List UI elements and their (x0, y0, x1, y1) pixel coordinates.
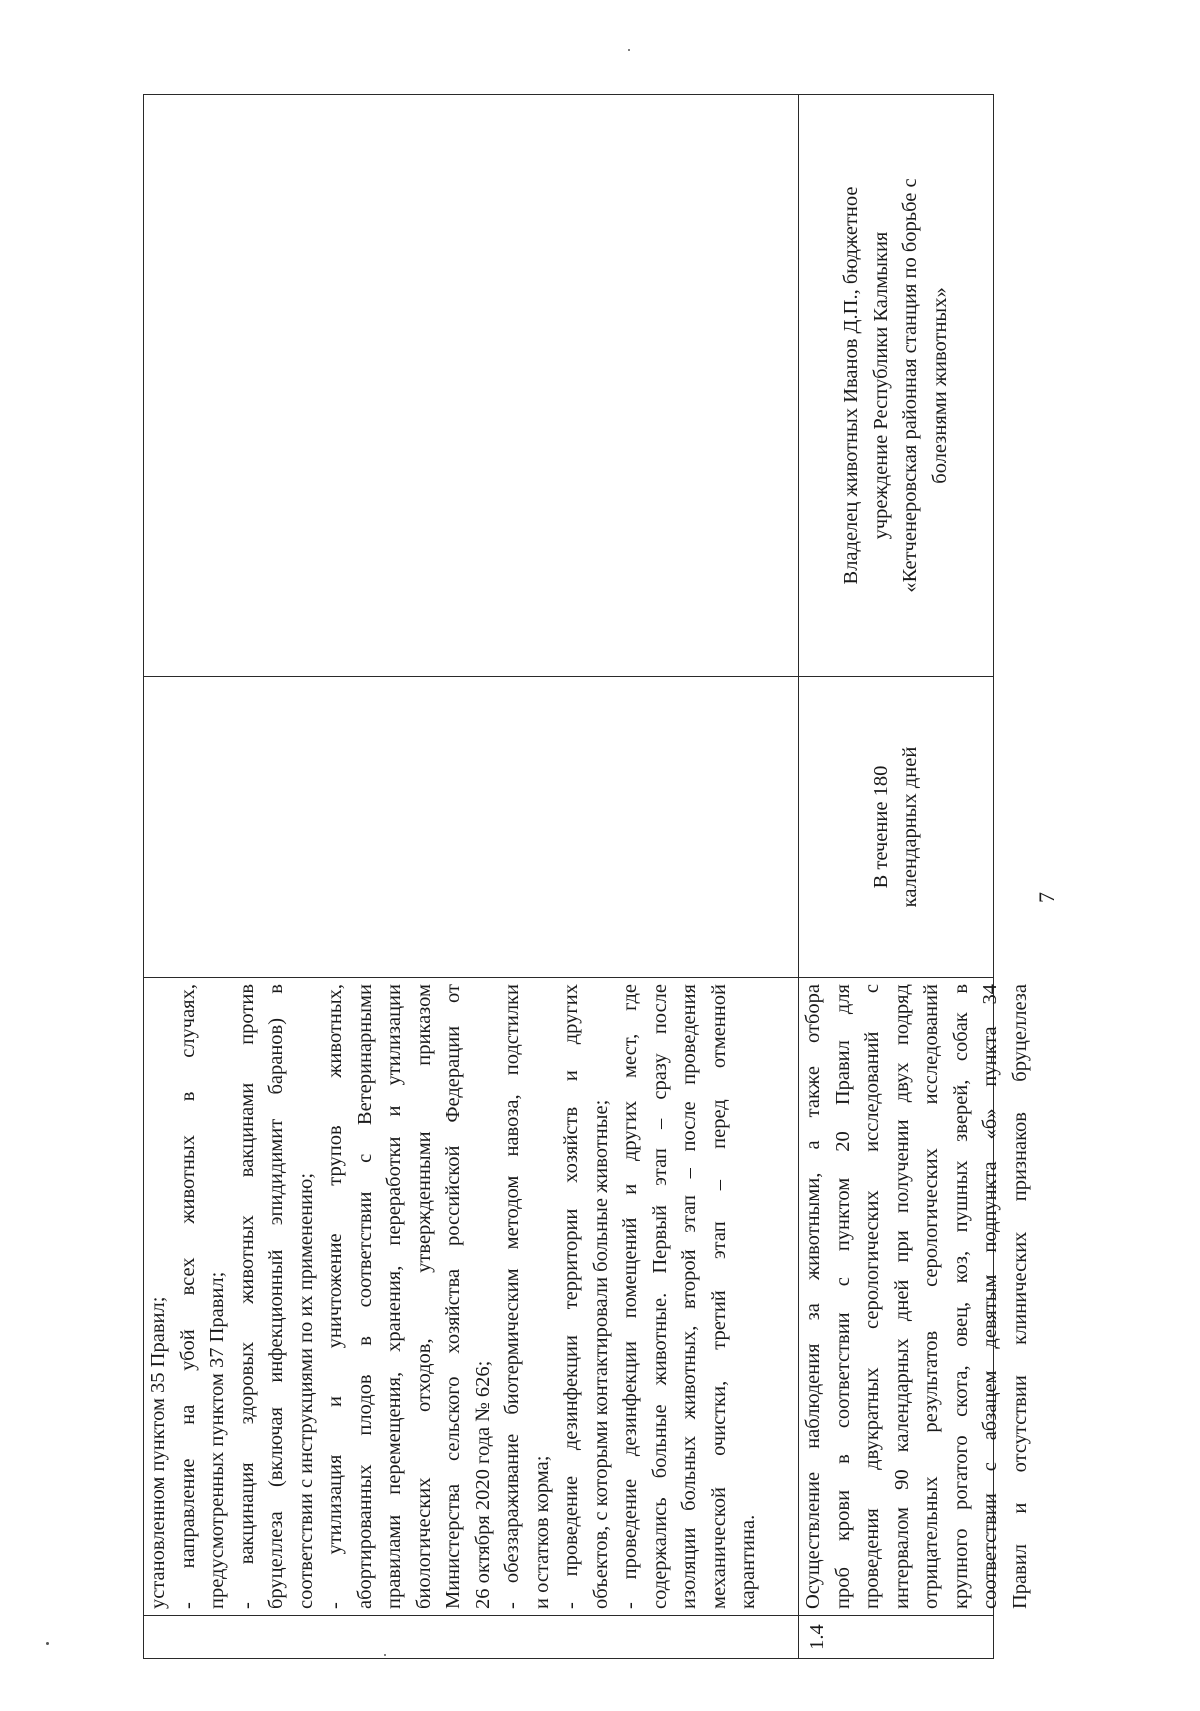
text-line: интервалом 90 календарных дней при получении двух подряд (890, 984, 913, 1609)
text-line: и остатков корма; (530, 1455, 553, 1609)
term-text: В течение 180 календарных дней (869, 746, 921, 908)
scan-speck (384, 1654, 386, 1656)
measures-table (143, 94, 1031, 1659)
text-line: - вакцинация здоровых животных вакцинами против (235, 984, 258, 1609)
measure-description-text (144, 984, 764, 1609)
scan-speck (628, 49, 630, 51)
measure-description-cell (799, 978, 1031, 1616)
text-line: Правил и отсутствии клинических признаков бруцеллеза (1008, 984, 1031, 1609)
text-line: - направление на убой всех животных в случаях, (176, 984, 199, 1609)
text-line: карантина. (737, 1514, 759, 1609)
text-line: Осуществление наблюдения за животными, а также отбора (802, 984, 824, 1609)
text-line: соответствии с инструкциями по их применению; (294, 1172, 317, 1609)
table-row (144, 95, 799, 1659)
text-line: соответствии с абзацем девятым подпункта «б» пункта 34 (979, 984, 1001, 1609)
text-line: бруцеллеза (включая инфекционный эпидидимит баранов) в (265, 984, 287, 1609)
text-line: предусмотренных пунктом 37 Правил; (206, 1271, 228, 1609)
text-line: правилами перемещения, хранения, переработки и утилизации (383, 984, 405, 1609)
row-number-cell: 1.4 (799, 1616, 994, 1659)
measure-description-cell (144, 978, 799, 1616)
text-line: содержались больные животные. Первый этап – сразу после (648, 984, 671, 1609)
term-cell (144, 677, 799, 978)
text-line: Министерства сельского хозяйства российской Федерации от (442, 984, 464, 1609)
text-line: изоляции больных животных, второй этап – после проведения (678, 984, 700, 1609)
text-line: - проведение дезинфекции территории хозяйств и других (560, 984, 582, 1609)
page-number: 7 (1034, 892, 1059, 903)
text-line: - утилизация и уничтожение трупов животных, (324, 984, 346, 1609)
text-line: биологических отходов, утвержденными приказом (412, 984, 435, 1609)
text-line: абортированных плодов в соответствии с Ветеринарными (353, 984, 376, 1609)
scan-speck (46, 1642, 49, 1645)
table-row (799, 95, 994, 1659)
row-number-cell (144, 1616, 799, 1659)
text-line: - обеззараживание биотермическим методом навоза, подстилки (501, 984, 523, 1609)
text-line: механической очистки, третий этап – перед отменной (707, 984, 730, 1609)
term-cell (799, 677, 994, 978)
text-line: 26 октября 2020 года № 626; (471, 1360, 494, 1609)
measure-description-text (799, 984, 1031, 1609)
text-line: отрицательных результатов серологических исследований (920, 984, 942, 1609)
text-line: проб крови в соответствии с пунктом 20 Правил для (831, 984, 854, 1609)
text-line: крупного рогатого скота, овец, коз, пушных зверей, собак в (949, 984, 972, 1609)
text-line: - проведение дезинфекции помещений и других мест, где (619, 984, 641, 1609)
responsible-text: Владелец животных Иванов Д.П., бюджетное учреждение Республики Калмыкия «Кетченеровская районная станция по борьбе с болезнями животных» (840, 178, 951, 593)
text-line: установленном пунктом 35 Правил; (147, 1296, 169, 1609)
responsible-cell (144, 95, 799, 677)
text-line: проведения двукратных серологических исследований с (861, 984, 883, 1609)
text-line: объектов, с которыми контактировали больные животные; (589, 1099, 612, 1609)
responsible-cell (799, 95, 994, 677)
